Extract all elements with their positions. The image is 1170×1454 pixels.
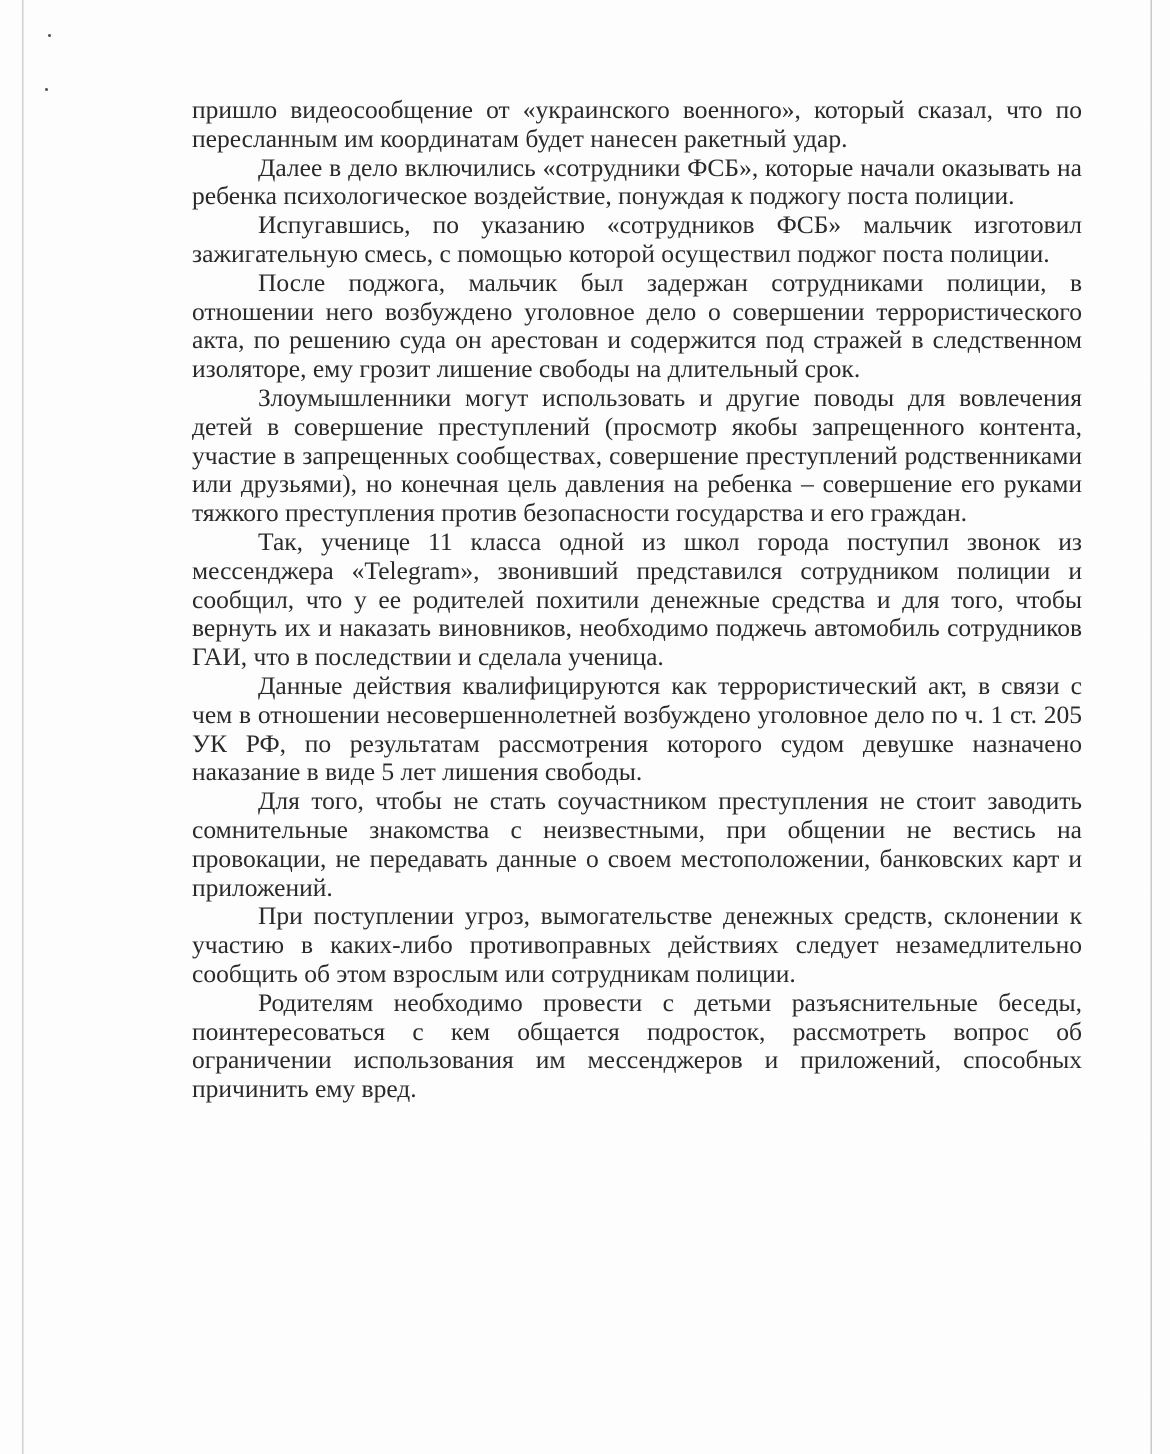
paragraph: Испугавшись, по указанию «сотрудников ФСБ» мальчик изготовил зажигательную смесь, с помощью которой осуществил поджог поста полиции. <box>192 210 1082 268</box>
scan-speck <box>48 34 51 37</box>
page-left-edge <box>22 0 24 1454</box>
paragraph: Далее в дело включились «сотрудники ФСБ», которые начали оказывать на ребенка психологическое воздействие, понуждая к поджогу поста полиции. <box>192 152 1082 211</box>
paragraph: Для того, чтобы не стать соучастником преступления не стоит заводить сомнительные знакомства с неизвестными, при общении не вестись на провокации, не передавать данные о своем местоположении, банковских карт и приложений. <box>192 786 1082 902</box>
page-right-edge <box>1150 0 1152 1454</box>
document-body <box>192 96 1082 1104</box>
paragraph: Данные действия квалифицируются как террористический акт, в связи с чем в отношении несовершеннолетней возбуждено уголовное дело по ч. 1 ст. 205 УК РФ, по результатам рассмотрения которого судом девушке назначено наказание в виде 5 лет лишения свободы. <box>192 670 1082 787</box>
paragraph: При поступлении угроз, вымогательстве денежных средств, склонении к участию в каких-либо противоправных действиях следует незамедлительно сообщить об этом взрослым или сотрудникам полиции. <box>192 901 1082 988</box>
paragraph: Так, ученице 11 класса одной из школ города поступил звонок из мессенджера «Telegram», звонивший представился сотрудником полиции и сообщил, что у ее родителей похитили денежные средства и для того, чтобы вернуть их и наказать виновников, необходимо поджечь автомобиль сотрудников ГАИ, что в последствии и сделала ученица. <box>192 526 1082 672</box>
paragraph: пришло видеосообщение от «украинского военного», который сказал, что по пересланным им координатам будет нанесен ракетный удар. <box>192 95 1082 153</box>
paragraph: Родителям необходимо провести с детьми разъяснительные беседы, поинтересоваться с кем общается подросток, рассмотреть вопрос об ограничении использования им мессенджеров и приложений, способных причинить ему вред. <box>192 987 1082 1104</box>
paragraph: После поджога, мальчик был задержан сотрудниками полиции, в отношении него возбуждено уголовное дело о совершении террористического акта, по решению суда он арестован и содержится под стражей в следственном изоляторе, ему грозит лишение свободы на длительный срок. <box>192 267 1082 384</box>
scan-speck <box>45 88 48 91</box>
paragraph: Злоумышленники могут использовать и другие поводы для вовлечения детей в совершение преступлений (просмотр якобы запрещенного контента, участие в запрещенных сообществах, совершение преступлений родственниками или друзьями), но конечная цель давления на ребенка – совершение его руками тяжкого преступления против безопасности государства и его граждан. <box>192 382 1082 528</box>
